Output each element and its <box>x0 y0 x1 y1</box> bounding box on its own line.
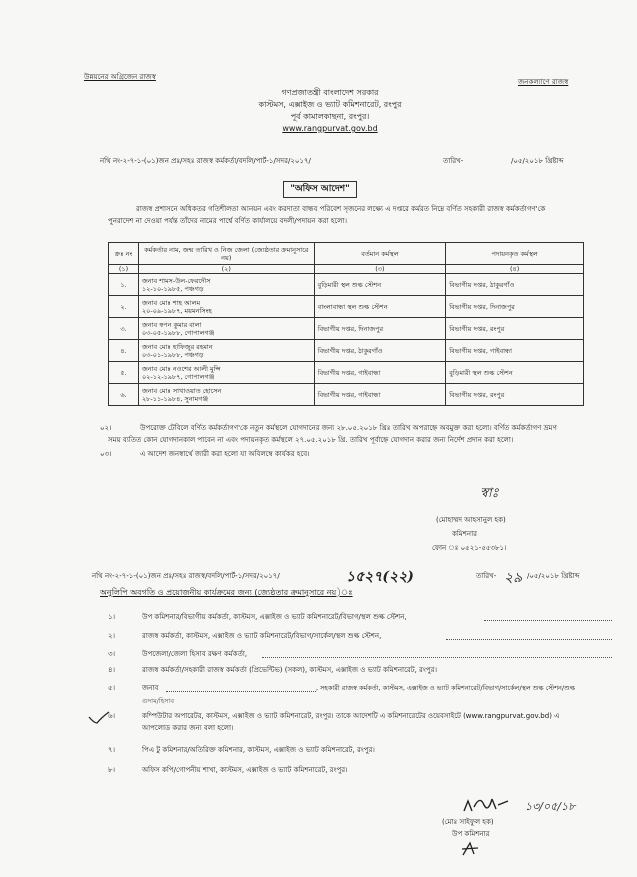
row-serial: ৩. <box>109 318 139 340</box>
table-row <box>109 384 584 406</box>
office-address: পূর্ব কামালকাছনা, রংপুর। <box>290 112 370 121</box>
header-name: কর্মকর্তার নাম, জন্ম তারিখ ও নিজ জেলা (জ্যেষ্ঠতার ক্রমানুসারে নয়) <box>138 243 314 265</box>
copy-item-blank <box>262 657 612 658</box>
gov-title: গণপ্রজাতন্ত্রী বাংলাদেশ সরকার <box>281 88 379 97</box>
intro-line-1: রাজস্ব প্রশাসনে অধিকতর গতিশীলতা আনয়ন এবং করদাতা বান্ধব পরিবেশ সৃজনের লক্ষ্যে এ দপ্তরে কর্মরত নিম্নে বর্ণিত সহকারী রাজস্ব কর্মকর্তাগণ'কে <box>136 205 546 213</box>
table-colnum-row <box>109 265 584 274</box>
right-motto: জনকল্যাণে রাজস্ব <box>518 78 569 86</box>
copy-item-number: ১। <box>108 613 116 621</box>
row-posted: বুড়িমারী স্থল শুল্ক স্টেশন <box>446 362 584 384</box>
row-officer <box>138 318 314 340</box>
copy-item-number: ৫। <box>108 684 116 692</box>
copy-item-number: ৭। <box>108 746 116 754</box>
copy-item-blank <box>166 691 316 692</box>
commissioner-signature: স্বাঃ <box>480 486 499 501</box>
memo-number: নথি নং-২-৭-১-(০১)জন প্রঃ/সহঃ রাজস্ব কর্মকর্তা/বদলি/পার্ট-১/সদর/২০১৭/ <box>100 157 311 165</box>
clause-2-line-1: উপরোক্ত টেবিলে বর্ণিত কর্মকর্তাগণ'কে নতুন কর্মস্থলে যোগদানের জন্য ২৮.০৫.২০১৮ খ্রিঃ তারিখ অপরাহ্নে অবমুক্ত করা হলো। বর্ণিত কর্মকর্তাগণ ভ্রমণ <box>140 424 557 432</box>
row-officer <box>138 296 314 318</box>
row-current: বুড়িমারী স্থল শুল্ক স্টেশন <box>314 274 446 296</box>
memo2-date-rest: /০৫/২০১৮ খ্রিষ্টাব্দ <box>527 572 580 580</box>
website-link[interactable]: www.rangpurvat.gov.bd <box>282 124 378 133</box>
copy-item-number: ৩। <box>108 650 116 658</box>
officer-detail: ২০-০৯-১৯৮৭, ময়মনসিংহ <box>141 306 212 315</box>
memo2-handwritten-number: ১৫২৭(২২) <box>346 569 414 585</box>
clause-2-line-2: সময় ব্যতিত কোন যোগদানকাল পাবেন না এবং পদায়নকৃত কর্মস্থলে ২৭.০৫.২০১৮ খ্রি. তারিখ পূর্বাহ্নে যোগদান করার জন্য নির্দেশ প্রদান করা হলো। <box>108 436 514 444</box>
row-serial: ২. <box>109 296 139 318</box>
memo-date: /০৫/২০১৮ খ্রিষ্টাব্দ <box>511 157 564 165</box>
copy-item-text: কম্পিউটার অপারেটর, কাস্টমস, এক্সাইজ ও ভ্যাট কমিশনারেট, রংপুর। তাকে আদেশটি এ কমিশনারেটের ওয়েবসাইটে (www.rangpurvat.gov.bd) এ <box>142 712 560 720</box>
officer-detail: ০২-১২-১৯৮৭, গোপালগঞ্জ <box>141 372 215 381</box>
deputy-commissioner-signature <box>462 793 522 817</box>
table-row <box>109 362 584 384</box>
clause-2-number: ০২। <box>100 424 112 432</box>
copy-item-number: ৬। <box>108 712 116 720</box>
officer-detail: ০৩-০৫-১৯৮৮, গোপালগঞ্জ <box>141 328 215 337</box>
copy-item-number: ৮। <box>108 766 116 774</box>
row-posted: বিভাগীয় দপ্তর, দিনাজপুর <box>446 296 584 318</box>
officer-name: জনাব মোঃ হাফিজুর রহমান <box>141 342 213 351</box>
colnum: (২) <box>138 265 314 274</box>
memo-date-label: তারিখ- <box>443 157 464 165</box>
officer-detail: ০৩-০১-১৯৮৮, পঞ্চগড় <box>141 350 204 359</box>
officer-detail: ১২-১০-১৯৮৫, পঞ্চগড় <box>141 284 204 293</box>
officer-detail: ২৮-১১-১৯৮৪, সুনামগঞ্জ <box>141 394 209 403</box>
memo2-date-day: ২৯ <box>504 570 523 586</box>
row-posted: বিভাগীয় দপ্তর, রংপুর <box>446 318 584 340</box>
handwritten-check-mark <box>88 710 110 724</box>
row-serial: ৪. <box>109 340 139 362</box>
row-current: বিভাগীয় দপ্তর, দিনাজপুর <box>314 318 446 340</box>
copy-item-number: ২। <box>108 632 116 640</box>
table-row <box>109 274 584 296</box>
copy-item-text: উপজেলা/জেলা হিসাব রক্ষণ কর্মকর্তা, <box>142 650 248 658</box>
copy-item-text: অফিস কপি/গোপনীয় শাখা, কাস্টমস, এক্সাইজ ও ভ্যাট কমিশনারেট, রংপুর। <box>142 766 348 774</box>
left-motto: উন্নয়নের অগ্রিজেন রাজস্ব <box>84 73 156 81</box>
table-row <box>109 340 584 362</box>
copy-item-text: রাজস্ব কর্মকর্তা/সহকারী রাজস্ব কর্মকর্তা (প্রিভেন্টিভ) (সকল), কাস্টমস, এক্সাইজ ও ভ্যাট কমিশনারেট, রংপুর। <box>142 666 437 674</box>
copy-item-text-2: আপলোড করার জন্য বলা হলো। <box>142 724 234 732</box>
row-serial: ১. <box>109 274 139 296</box>
copy-item-text: উপ কমিশনার/বিভাগীয় কর্মকর্তা, কাস্টমস, এক্সাইজ ও ভ্যাট কমিশনারেট/বিভাগ/স্থল শুল্ক স্টেশন, <box>142 613 407 621</box>
deputy-commissioner-title: উপ কমিশনার <box>452 830 490 838</box>
memo2-date-label: তারিখ- <box>476 572 497 580</box>
copy-item-blank <box>484 620 612 621</box>
colnum: (৩) <box>314 265 446 274</box>
office-name: কাস্টমস, এক্সাইজ ও ভ্যাট কমিশনারেট, রংপুর <box>258 100 402 109</box>
officer-name: জনাব স্বপন কুমার বালা <box>141 320 202 329</box>
row-current: বাংলাবান্ধা স্থল শুল্ক স্টেশন <box>314 296 446 318</box>
copy-item-text: জনাব <box>142 684 159 692</box>
officer-name: জনাব মোঃ নওশের আলী মুন্সি <box>141 364 221 373</box>
row-officer <box>138 340 314 362</box>
initials-mark <box>460 840 480 858</box>
row-officer <box>138 362 314 384</box>
row-posted: বিভাগীয় দপ্তর, রংপুর <box>446 384 584 406</box>
header-serial: ক্রঃ নং <box>109 243 139 265</box>
row-posted: বিভাগীয় দপ্তর, ঠাকুরগাঁও <box>446 274 584 296</box>
table-row <box>109 318 584 340</box>
row-officer <box>138 274 314 296</box>
officer-name: জনাব মোঃ সাখাওয়াত হোসেন <box>141 386 222 395</box>
clause-3-number: ০৩। <box>100 450 112 458</box>
table-header-row <box>109 243 584 265</box>
deputy-sign-date: ১৩/০৫/১৮ <box>525 800 576 813</box>
row-current: বিভাগীয় দপ্তর, গাইবান্ধা <box>314 362 446 384</box>
commissioner-phone: ফোন ঃ ০৫২১-৫৫৩৮১। <box>432 544 507 552</box>
row-officer <box>138 384 314 406</box>
copy-item-text-3: গুদাম/হিসাব <box>142 697 174 705</box>
row-current: বিভাগীয় দপ্তর, ঠাকুরগাঁও <box>314 340 446 362</box>
row-serial: ৫. <box>109 362 139 384</box>
order-title: "অফিস আদেশ" <box>283 181 357 198</box>
officer-name: জনাব মোঃ শাহ আলম <box>141 298 201 307</box>
row-serial: ৬. <box>109 384 139 406</box>
header-posted: পদায়নকৃত কর্মস্থল <box>446 243 584 265</box>
intro-line-2: পুনরাদেশ না দেওয়া পর্যন্ত তাঁদের নামের পার্শ্বে বর্ণিত কার্যালয়ে বদলী/পদায়ন করা হলো। <box>108 217 347 225</box>
copy-item-text-2: , সহকারী রাজস্ব কর্মকর্তা, কাস্টমস, এক্সাইজ ও ভ্যাট কমিশনারেট/বিভাগ/সার্কেল/স্থল শুল্ক স্টেশন/শুল্ক <box>316 684 575 692</box>
commissioner-title: কমিশনার <box>452 530 477 538</box>
clause-3-line-1: এ আদেশ জনস্বার্থে জারী করা হলো যা অবিলম্বে কার্যকর হবে। <box>140 450 310 458</box>
row-current: বিভাগীয় দপ্তর, গাইবান্ধা <box>314 384 446 406</box>
order-title-wrap <box>230 176 410 198</box>
row-posted: বিভাগীয় দপ্তর, গাইবান্ধা <box>446 340 584 362</box>
commissioner-name: (মোহাম্মদ আহসানুল হক) <box>436 516 506 524</box>
colnum: (১) <box>109 265 139 274</box>
copy-item-blank <box>446 639 612 640</box>
header-current: বর্তমান কর্মস্থল <box>314 243 446 265</box>
copy-item-text: পিএ টু কমিশনার/অতিরিক্ত কমিশনার, কাস্টমস, এক্সাইজ ও ভ্যাট কমিশনারেট, রংপুর। <box>142 746 375 754</box>
copy-heading <box>100 588 353 598</box>
transfer-table <box>108 242 584 406</box>
copy-item-text: রাজস্ব কর্মকর্তা, কাস্টমস, এক্সাইজ ও ভ্যাট কমিশনারেট/বিভাগ/সার্কেল/স্থল শুল্ক স্টেশন, <box>142 632 382 640</box>
memo2-number: নথি নং-২-৭-১-(০১)জন প্রঃ/সহঃ রাজস্ব/বদলি/পার্ট-১/সদর/২০১৭/ <box>92 572 280 580</box>
copy-heading-text: অনুলিপি অবগতি ও প্রয়োজনীয় কার্যক্রমের জন্য (জ্যেষ্ঠতার ক্রমানুসারে নয়)ঃ <box>100 588 353 597</box>
copy-item-number: ৪। <box>108 666 116 674</box>
colnum: (৪) <box>446 265 584 274</box>
officer-name: জনাব শামস-উল-ফেরদৌস <box>141 276 211 285</box>
deputy-commissioner-name: (মোঃ সাইফুল হক) <box>442 818 494 826</box>
table-row <box>109 296 584 318</box>
